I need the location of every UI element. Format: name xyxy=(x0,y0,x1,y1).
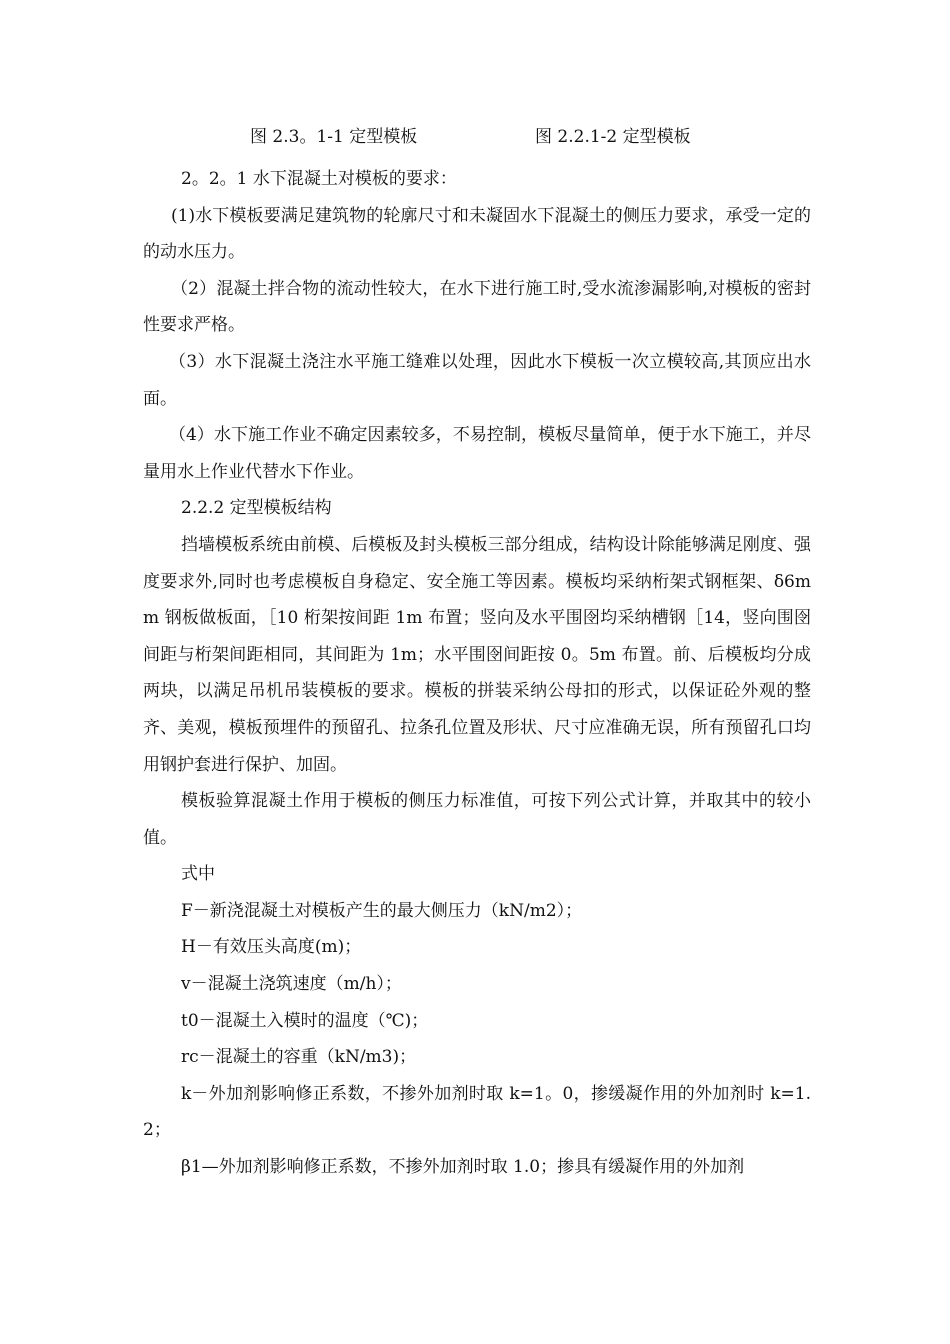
definition-F: F－新浇混凝土对模板产生的最大侧压力（kN/m2）； xyxy=(181,900,583,921)
document-body xyxy=(143,161,811,1186)
where-label: 式中 xyxy=(181,864,215,885)
verification-paragraph: 模板验算混凝土作用于模板的侧压力标准值，可按下列公式计算，并取其中的较小值。 xyxy=(143,791,811,848)
structure-paragraph: 挡墙模板系统由前模、后模板及封头模板三部分组成，结构设计除能够满足刚度、强度要求外,同时也考虑模板自身稳定、安全施工等因素。模板均采纳桁架式钢框架、δ6mm 钢板做板面，［10 桁架按间距 1m 布置；竖向及水平围囹均采纳槽钢［14，竖向围囹间距与桁架间距相同，其间距为 1m；水平围囹间距按 0。5m 布置。前、后模板均分成两块，以满足吊机吊装模板的要求。模板的拼装采纳公母扣的形式，以保证砼外观的整齐、美观，模板预埋件的预留孔、拉条孔位置及形状、尺寸应准确无误，所有预留孔口均用钢护套进行保护、加固。 xyxy=(143,534,811,775)
definition-rc: rc－混凝土的容重（kN/m3)； xyxy=(181,1047,417,1068)
requirement-2: （2）混凝土拌合物的流动性较大，在水下进行施工时,受水流渗漏影响,对模板的密封性要求严格。 xyxy=(143,278,811,336)
definition-k: k－外加剂影响修正系数，不掺外加剂时取 k=1。0，掺缓凝作用的外加剂时 k=1.2； xyxy=(143,1083,811,1141)
requirement-3: （3）水下混凝土浇注水平施工缝难以处理，因此水下模板一次立模较高,其顶应出水面。 xyxy=(143,351,811,409)
definition-beta1: β1—外加剂影响修正系数，不掺外加剂时取 1.0；掺具有缓凝作用的外加剂 xyxy=(181,1157,745,1178)
requirement-1: (1)水下模板要满足建筑物的轮廓尺寸和未凝固水下混凝土的侧压力要求，承受一定的的动水压力。 xyxy=(143,205,811,263)
definition-t0: t0－混凝土入模时的温度（℃)； xyxy=(181,1010,429,1031)
definition-H: H－有效压头高度(m)； xyxy=(181,937,362,958)
requirement-4: （4）水下施工作业不确定因素较多，不易控制，模板尽量简单，便于水下施工，并尽量用水上作业代替水下作业。 xyxy=(143,425,811,482)
definition-v: v－混凝土浇筑速度（m/h）； xyxy=(181,974,402,995)
figure-captions xyxy=(0,124,950,150)
figure-caption-2: 图 2.2.1-2 定型模板 xyxy=(535,127,691,147)
figure-caption-1: 图 2.3。1-1 定型模板 xyxy=(250,127,418,147)
section-heading-2-2-2: 2.2.2 定型模板结构 xyxy=(181,498,332,519)
section-heading-2-2-1: 2。2。1 水下混凝土对模板的要求： xyxy=(181,169,457,189)
